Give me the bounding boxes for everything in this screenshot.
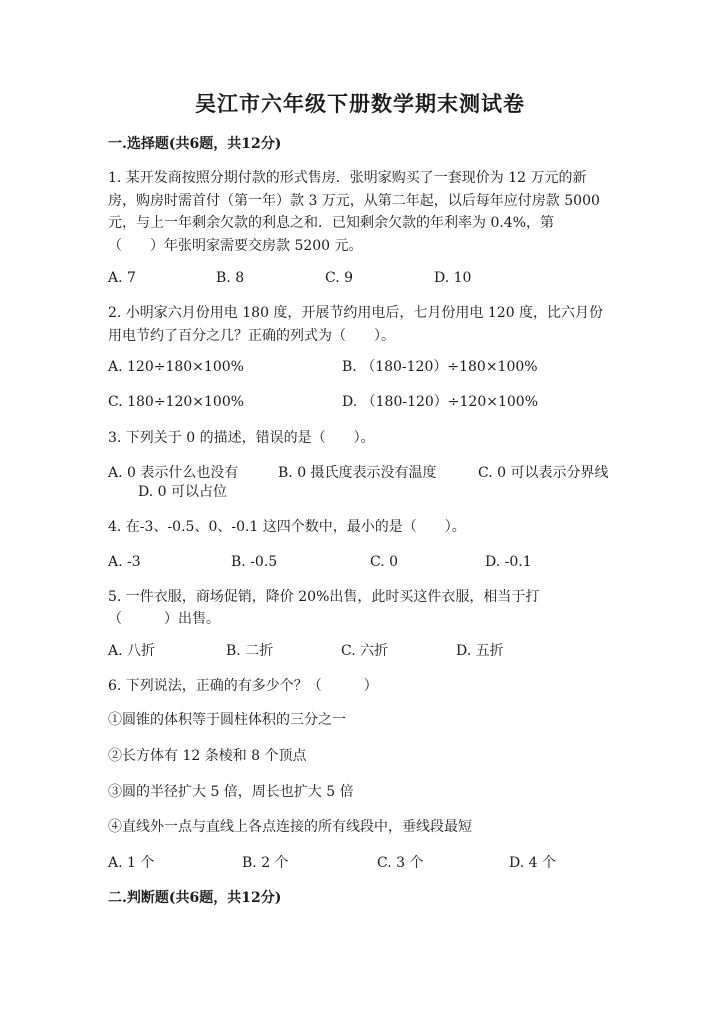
option-a: A. 1 个 <box>108 855 155 871</box>
statement-4: ④直线外一点与直线上各点连接的所有线段中，垂线段最短 <box>108 819 472 835</box>
question-text: （ ）年张明家需要交房款 5200 元。 <box>108 238 363 254</box>
option-a: A. 7 <box>108 270 136 286</box>
question-text: 用电节约了百分之几？正确的列式为（ ）。 <box>108 328 395 344</box>
option-d: D. 0 可以占位 <box>138 484 227 500</box>
option-c: C. 9 <box>325 270 354 286</box>
option-b: B. 8 <box>216 270 245 286</box>
option-c: C. 180÷120×100% <box>108 394 245 410</box>
question-text: 2. 小明家六月份用电 180 度，开展节约用电后，七月份用电 120 度，比六月份 <box>108 305 604 321</box>
question-text: 元，与上一年剩余欠款的利息之和．已知剩余欠款的年利率为 0.4%，第 <box>108 215 555 231</box>
question-text: 6. 下列说法，正确的有多少个？（ ） <box>108 678 378 694</box>
question-text: 4. 在-3、-0.5、0、-0.1 这四个数中，最小的是（ ）。 <box>108 519 466 535</box>
option-a: A. 八折 <box>108 643 156 659</box>
section-heading-choice: 一.选择题(共6题，共12分) <box>108 136 282 152</box>
page-title: 吴江市六年级下册数学期末测试卷 <box>195 91 525 116</box>
statement-3: ③圆的半径扩大 5 倍，周长也扩大 5 倍 <box>108 784 354 800</box>
option-b: B. -0.5 <box>231 554 278 570</box>
option-d: D. 五折 <box>456 643 504 659</box>
option-d: D. 4 个 <box>509 855 556 871</box>
option-a: A. -3 <box>108 554 141 570</box>
option-d: D. -0.1 <box>485 554 532 570</box>
option-c: C. 3 个 <box>377 855 424 871</box>
option-d: D. 10 <box>434 270 472 286</box>
question-text: 房，购房时需首付（第一年）款 3 万元，从第二年起，以后每年应付房款 5000 <box>108 193 600 209</box>
question-text: 3. 下列关于 0 的描述，错误的是（ ）。 <box>108 430 375 446</box>
question-text: （ ）出售。 <box>108 611 220 627</box>
option-b: B. （180-120）÷180×100% <box>342 359 538 375</box>
question-text: 1. 某开发商按照分期付款的形式售房．张明家购买了一套现价为 12 万元的新 <box>108 170 587 186</box>
section-heading-judgment: 二.判断题(共6题，共12分) <box>108 890 282 906</box>
option-b: B. 0 摄氏度表示没有温度 <box>278 465 437 481</box>
option-c: C. 0 可以表示分界线 <box>478 465 609 481</box>
option-a: A. 120÷180×100% <box>108 359 244 375</box>
option-b: B. 二折 <box>226 643 274 659</box>
option-c: C. 0 <box>370 554 399 570</box>
option-a: A. 0 表示什么也没有 <box>108 465 239 481</box>
option-d: D. （180-120）÷120×100% <box>342 394 539 410</box>
option-c: C. 六折 <box>341 643 389 659</box>
option-b: B. 2 个 <box>242 855 289 871</box>
question-text: 5. 一件衣服，商场促销，降价 20%出售，此时买这件衣服，相当于打 <box>108 589 540 605</box>
statement-2: ②长方体有 12 条棱和 8 个顶点 <box>108 748 307 764</box>
statement-1: ①圆锥的体积等于圆柱体积的三分之一 <box>108 712 346 728</box>
